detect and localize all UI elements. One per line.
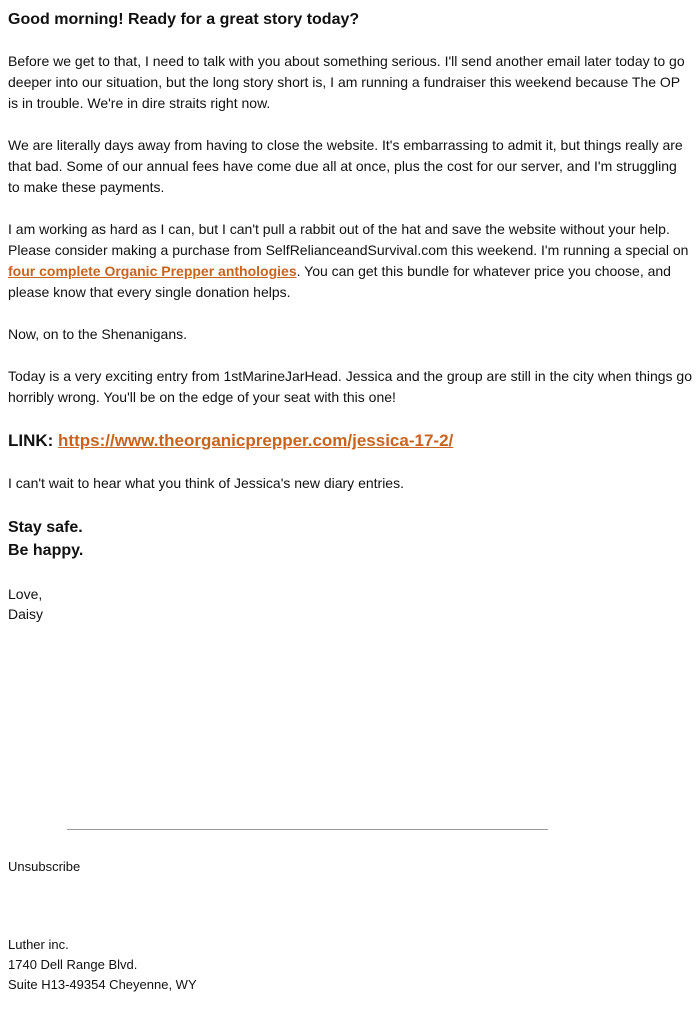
signoff-be-happy: Be happy. xyxy=(8,542,84,559)
signoff-stay-safe: Stay safe. xyxy=(8,519,83,536)
company-name: Luther inc. xyxy=(8,937,69,952)
paragraph-shenanigans: Now, on to the Shenanigans. xyxy=(8,326,188,342)
story-link[interactable]: https://www.theorganicprepper.com/jessica-17-2/ xyxy=(58,431,454,450)
paragraph-website-closing: We are literally days away from having to close the website. It's embarrassing to admit it, but things really are that bad. Some of our annual fees have come due all at once, plus the cost for our server, and I'm struggling to make these payments. xyxy=(8,137,683,195)
paragraph-fundraiser-intro: Before we get to that, I need to talk with you about something serious. I'll send another email later today to go deeper into our situation, but the long story short is, I am running a fundraiser this weekend because The OP is in trouble. We're in dire straits right now. xyxy=(8,53,685,111)
paragraph-closing-remark: I can't wait to hear what you think of Jessica's new diary entries. xyxy=(8,475,404,491)
story-link-line xyxy=(8,430,692,452)
address-line-2: Suite H13-49354 Cheyenne, WY xyxy=(8,977,197,992)
paragraph-purchase-request xyxy=(8,219,692,303)
link-label: LINK: xyxy=(8,431,59,450)
signature xyxy=(8,584,43,624)
paragraph-purchase-text-after: . You can get this bundle for whatever price you choose, and please know that every single donation helps. xyxy=(8,263,671,300)
paragraph-story-teaser: Today is a very exciting entry from 1stMarineJarHead. Jessica and the group are still in the city when things go horribly wrong. You'll be on the edge of your seat with this one! xyxy=(8,368,692,405)
footer-divider xyxy=(67,829,548,830)
address-line-1: 1740 Dell Range Blvd. xyxy=(8,957,138,972)
signature-closing: Love, xyxy=(8,586,43,602)
paragraph-purchase-text-before: I am working as hard as I can, but I can't pull a rabbit out of the hat and save the website without your help. Please consider making a purchase from SelfRelianceandSurvival.com this weekend. I'm running a special on xyxy=(8,221,689,258)
signature-name: Daisy xyxy=(8,606,44,622)
anthologies-link[interactable]: four complete Organic Prepper anthologies xyxy=(8,263,297,279)
signoff xyxy=(8,516,83,562)
email-heading: Good morning! Ready for a great story today? xyxy=(8,11,360,28)
unsubscribe-link[interactable]: Unsubscribe xyxy=(8,859,81,874)
footer-address xyxy=(8,935,197,995)
